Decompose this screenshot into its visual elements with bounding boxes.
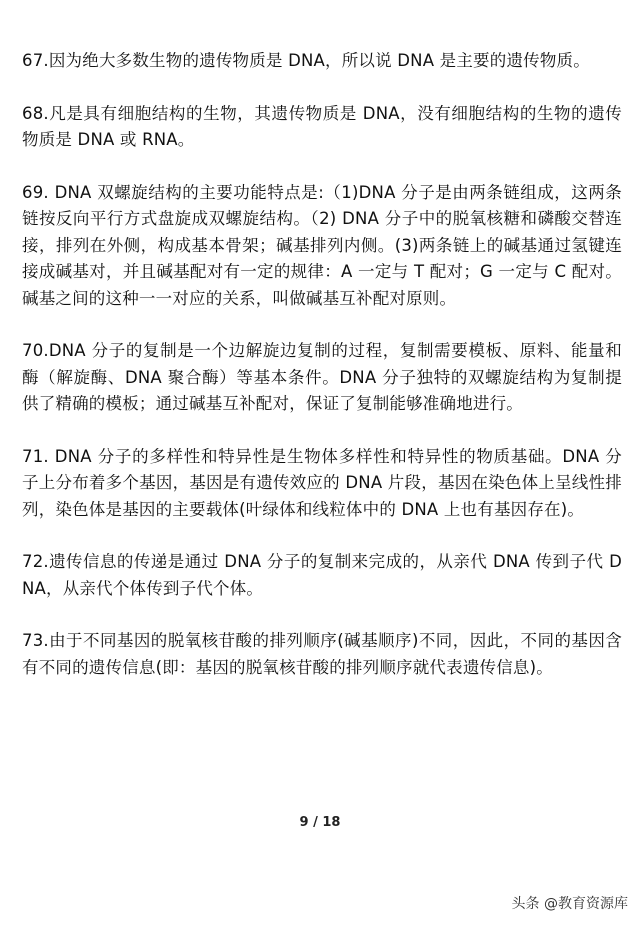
paragraph-67: 67.因为绝大多数生物的遗传物质是 DNA，所以说 DNA 是主要的遗传物质。 [22,51,590,70]
paragraph-72: 72.遗传信息的传递是通过 DNA 分子的复制来完成的，从亲代 DNA 传到子代 DNA，从亲代个体传到子代个体。 [22,552,622,598]
paragraph-68: 68.凡是具有细胞结构的生物，其遗传物质是 DNA，没有细胞结构的生物的遗传物质是 DNA 或 RNA。 [22,103,622,149]
paragraph-70: 70.DNA 分子的复制是一个边解旋边复制的过程，复制需要模板、原料、能量和酶（解旋酶、DNA 聚合酶）等基本条件。DNA 分子独特的双螺旋结构为复制提供了精确的模板；通过碱基互补配对，保证了复制能够准确地进行。 [22,341,622,413]
page-number: 9 / 18 [299,815,341,830]
watermark: 头条 @教育资源库 [511,896,628,912]
paragraph-71: 71. DNA 分子的多样性和特异性是生物体多样性和特异性的物质基础。DNA 分子上分布着多个基因，基因是有遗传效应的 DNA 片段，基因在染色体上呈线性排列，染色体是基因的主要载体(叶绿体和线粒体中的 DNA 上也有基因存在)。 [22,446,622,519]
paragraph-69: 69. DNA 双螺旋结构的主要功能特点是:（1)DNA 分子是由两条链组成，这两条链按反向平行方式盘旋成双螺旋结构。（2) DNA 分子中的脱氧核糖和磷酸交替连接，排列在外侧，构成基本骨架；碱基排列内侧。(3)两条链上的碱基通过氢键连接成碱基对，并且碱基配对有一定的规律：A 一定与 T 配对；G 一定与 C 配对。碱基之间的这种一一对应的关系，叫做碱基互补配对原则。 [22,182,622,308]
document-content [22,48,622,707]
paragraph-73: 73.由于不同基因的脱氧核苷酸的排列顺序(碱基顺序)不同，因此，不同的基因含有不同的遗传信息(即：基因的脱氧核苷酸的排列顺序就代表遗传信息)。 [22,631,622,677]
